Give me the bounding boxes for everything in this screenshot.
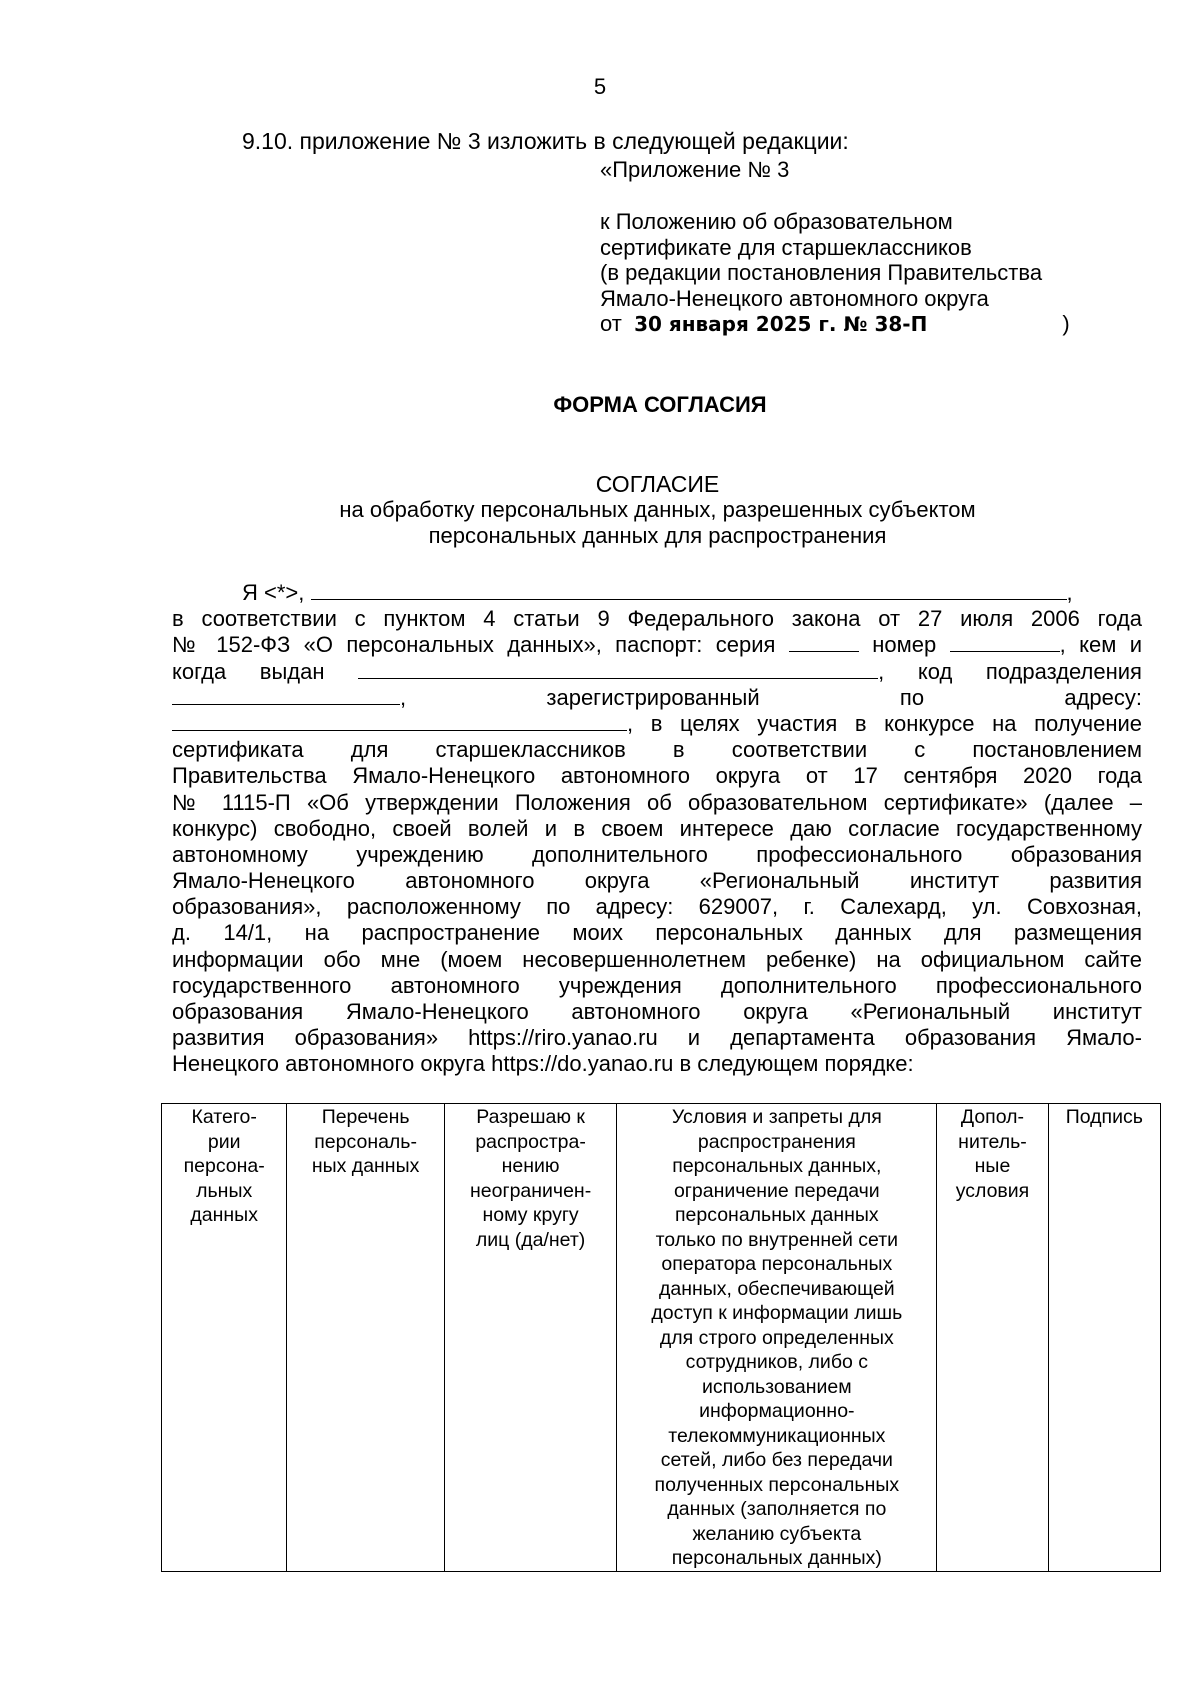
consent-title: СОГЛАСИЕ <box>595 471 720 497</box>
consent-table <box>161 1103 1161 1572</box>
body-line: № 152-ФЗ «О персональных данных», паспорт: серия номер , кем и <box>172 632 1143 658</box>
body-line: информации обо мне (моем несовершеннолетнем ребенке) на официальном сайте <box>172 946 1142 972</box>
body-line: д. 14/1, на распространение моих персональных данных для размещения <box>172 920 1142 946</box>
appendix-ref-line: (в редакции постановления Правительства <box>600 260 1043 285</box>
header-data-list: Перечень персональ- ных данных <box>287 1104 444 1572</box>
issued-by-blank[interactable] <box>358 660 878 679</box>
amendment-line: 9.10. приложение № 3 изложить в следующей редакции: <box>242 128 849 154</box>
passport-series-blank[interactable] <box>789 633 859 652</box>
body-line: в соответствии с пунктом 4 статьи 9 Федерального закона от 27 июля 2006 года <box>172 606 1142 632</box>
body-line: Ямало-Ненецкого автономного округа «Региональный институт развития <box>172 868 1142 894</box>
body-line: , в целях участия в конкурсе на получение <box>172 711 1142 737</box>
body-line: конкурс) свободно, своей волей и в своем интересе даю согласие государственному <box>172 815 1142 841</box>
consent-subtitle: на обработку персональных данных, разрешенных субъектом <box>339 497 976 522</box>
header-conditions: Условия и запреты для распространения персональных данных, ограничение передачи персональных данных только по внутренней сети оператора персональных данных, обеспечивающей доступ к информации лишь для строго определенных сотрудников, либо с использованием информационно- телекоммуникационных сетей, либо без передачи полученных персональных данных (заполняется по желанию субъекта персональных данных) <box>617 1104 937 1572</box>
body-line: Правительства Ямало-Ненецкого автономного округа от 17 сентября 2020 года <box>172 763 1142 789</box>
resolution-date: 30 января 2025 г. № 38-П <box>634 312 928 336</box>
table-header-row <box>162 1104 1161 1572</box>
date-prefix: от <box>600 311 622 336</box>
consent-heading <box>250 471 1065 549</box>
appendix-reference <box>600 209 1070 338</box>
appendix-ref-line: Ямало-Ненецкого автономного округа <box>600 285 989 311</box>
body-line: сертификата для старшеклассников в соответствии с постановлением <box>172 737 1142 763</box>
body-line: когда выдан , код подразделения <box>172 658 1142 684</box>
body-line: № 1115-П «Об утверждении Положения об образовательном сертификате» (далее – <box>172 789 1142 815</box>
header-permission: Разрешаю к распростра- нению неограничен- ному кругу лиц (да/нет) <box>444 1104 617 1572</box>
name-blank[interactable] <box>311 581 1067 600</box>
body-line: государственного автономного учреждения дополнительного профессионального <box>172 972 1142 998</box>
form-title: ФОРМА СОГЛАСИЯ <box>553 392 767 417</box>
body-line: образования», расположенному по адресу: 629007, г. Салехард, ул. Совхозная, <box>172 894 1142 920</box>
page-number: 5 <box>593 74 607 99</box>
body-line: Я <*>, , <box>242 580 1073 605</box>
body-line: автономному учреждению дополнительного профессионального образования <box>172 841 1142 867</box>
body-line: развития образования» https://riro.yanao.ru и департамента образования Ямало- <box>172 1025 1142 1051</box>
body-line: , зарегистрированный по адресу: <box>172 685 1142 711</box>
appendix-heading: «Приложение № 3 <box>600 157 790 182</box>
division-code-blank[interactable] <box>172 686 400 705</box>
body-line: Ненецкого автономного округа https://do.yanao.ru в следующем порядке: <box>172 1051 914 1077</box>
address-blank[interactable] <box>172 712 627 731</box>
date-suffix: ) <box>1062 311 1070 336</box>
consent-body <box>172 580 1142 1078</box>
appendix-ref-line: к Положению об образовательном <box>600 209 953 234</box>
header-additional-conditions: Допол- нитель- ные условия <box>937 1104 1048 1572</box>
header-signature: Подпись <box>1048 1104 1160 1572</box>
body-line: образования Ямало-Ненецкого автономного округа «Региональный институт <box>172 999 1142 1024</box>
passport-number-blank[interactable] <box>950 633 1060 652</box>
consent-subtitle: персональных данных для распространения <box>428 523 887 548</box>
appendix-date-line <box>600 311 1070 338</box>
header-categories: Катего- рии персона- льных данных <box>162 1104 287 1572</box>
appendix-ref-line: сертификате для старшеклассников <box>600 234 972 260</box>
